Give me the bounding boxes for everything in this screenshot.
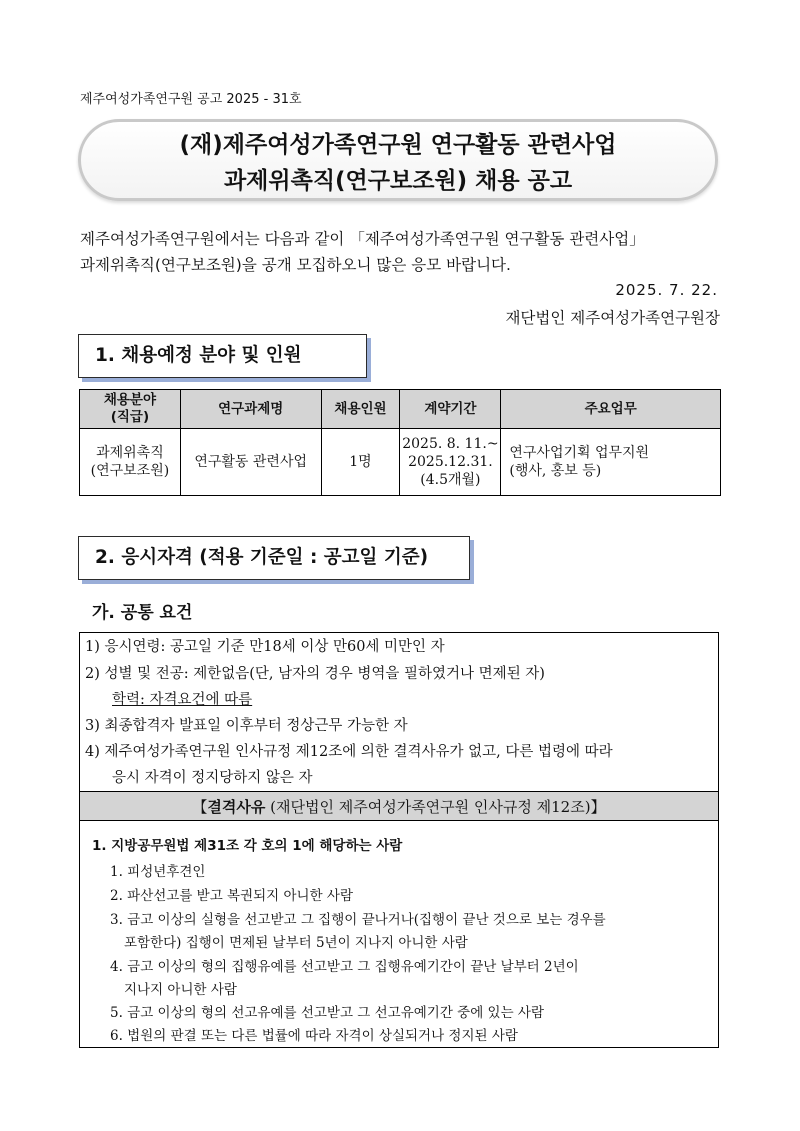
requirement-1: 1) 응시연령: 공고일 기준 만18세 이상 만60세 미만인 자 <box>85 639 445 655</box>
cell-duties-line-1: 연구사업기획 업무지원 <box>509 445 650 461</box>
table-header-row <box>80 390 721 429</box>
intro-line-1: 제주여성가족연구원에서는 다음과 같이 「제주여성가족연구원 연구활동 관련사업」 <box>80 230 645 248</box>
cell-field <box>80 429 181 496</box>
cell-headcount: 1명 <box>321 429 400 496</box>
requirement-4: 4) 제주여성가족연구원 인사규정 제12조에 의한 결격사유가 없고, 다른 법령에 따라 <box>85 744 613 760</box>
cell-period <box>400 429 501 496</box>
disqualification-item: 4. 금고 이상의 형의 집행유예를 선고받고 그 집행유예기간이 끝난 날부터 2년이 <box>110 959 579 975</box>
recruitment-table <box>79 389 721 496</box>
disqualification-item: 5. 금고 이상의 형의 선고유예를 선고받고 그 선고유예기간 중에 있는 사람 <box>110 1005 544 1021</box>
cell-project: 연구활동 관련사업 <box>180 429 321 496</box>
title-banner <box>78 119 718 201</box>
section-2-heading: 2. 응시자격 (적용 기준일 : 공고일 기준) <box>78 536 470 580</box>
th-headcount: 채용인원 <box>321 390 400 429</box>
requirement-4-cont: 응시 자격이 정지당하지 않은 자 <box>112 770 313 786</box>
band-bracket-close: 】 <box>590 798 606 816</box>
intro-line-2: 과제위촉직(연구보조원)을 공개 모집하오니 많은 응모 바랍니다. <box>80 256 511 274</box>
disqualification-item-cont: 지나지 아니한 사람 <box>124 982 237 998</box>
disqualification-band <box>80 791 718 821</box>
requirements-box <box>79 632 719 1048</box>
table-row <box>80 429 721 496</box>
title-line-2: 과제위촉직(연구보조원) 채용 공고 <box>223 168 573 194</box>
requirement-3: 3) 최종합격자 발표일 이후부터 정상근무 가능한 자 <box>85 718 408 734</box>
requirement-2-education: 학력: 자격요건에 따름 <box>112 692 253 708</box>
cell-duties-line-2: (행사, 홍보 등) <box>509 463 602 479</box>
notice-number: 제주여성가족연구원 공고 2025 - 31호 <box>80 92 302 107</box>
band-title: 결격사유 <box>207 798 266 816</box>
cell-period-line-2: 2025.12.31. <box>408 454 493 470</box>
disqualification-item: 3. 금고 이상의 실형을 선고받고 그 집행이 끝나거나(집행이 끝난 것으로 보는 경우를 <box>110 912 606 928</box>
th-field-line-2: (직급) <box>110 409 150 425</box>
disqualification-item: 6. 법원의 판결 또는 다른 법률에 따라 자격이 상실되거나 정지된 사람 <box>110 1028 518 1044</box>
th-duties: 주요업무 <box>501 390 721 429</box>
cell-period-line-1: 2025. 8. 11.~ <box>402 436 499 452</box>
th-project: 연구과제명 <box>180 390 321 429</box>
issuer: 재단법인 제주여성가족연구원장 <box>505 309 720 327</box>
disqualification-item: 2. 파산선고를 받고 복권되지 아니한 사람 <box>110 888 353 904</box>
th-period: 계약기간 <box>400 390 501 429</box>
cell-field-line-2: (연구보조원) <box>90 463 170 479</box>
band-bracket-open: 【 <box>192 798 208 816</box>
th-field <box>80 390 181 429</box>
cell-field-line-1: 과제위촉직 <box>96 445 164 461</box>
cell-period-line-3: (4.5개월) <box>420 472 481 488</box>
title-line-1: (재)제주여성가족연구원 연구활동 관련사업 <box>179 132 617 158</box>
th-field-line-1: 채용분야 <box>103 392 156 408</box>
intro-paragraph <box>80 226 720 278</box>
band-subtitle: (재단법인 제주여성가족연구원 인사규정 제12조) <box>265 798 591 816</box>
requirement-2: 2) 성별 및 전공: 제한없음(단, 남자의 경우 병역을 필하였거나 면제된 자) <box>85 666 545 682</box>
common-requirements-heading: 가. 공통 요건 <box>92 603 193 623</box>
disqualification-item: 1. 피성년후견인 <box>110 864 206 880</box>
section-1-heading: 1. 채용예정 분야 및 인원 <box>78 334 367 378</box>
cell-duties <box>501 429 721 496</box>
notice-date: 2025. 7. 22. <box>615 281 718 299</box>
disqualification-heading: 1. 지방공무원법 제31조 각 호의 1에 해당하는 사람 <box>92 838 403 854</box>
disqualification-item-cont: 포함한다) 집행이 면제된 날부터 5년이 지나지 아니한 사람 <box>124 935 468 951</box>
